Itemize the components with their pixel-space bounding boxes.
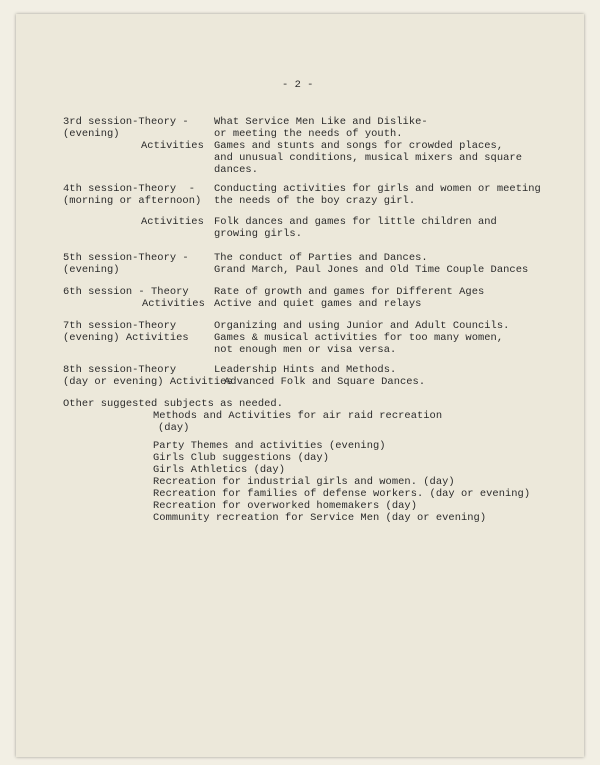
other-item-2: Girls Club suggestions (day) <box>153 452 329 464</box>
other-subjects-heading: Other suggested subjects as needed. <box>63 398 283 410</box>
session-7-time: (evening) Activities <box>63 332 189 344</box>
page-number: - 2 - <box>282 79 314 91</box>
session-4-line-2: the needs of the boy crazy girl. <box>214 195 416 207</box>
session-8-title: 8th session-Theory <box>63 364 177 376</box>
session-7-line-1: Organizing and using Junior and Adult Councils. <box>214 320 510 332</box>
session-3-line-4: and unusual conditions, musical mixers and square <box>214 152 522 164</box>
session-6-title: 6th session - Theory <box>63 286 189 298</box>
session-4-line-3: Folk dances and games for little children and <box>214 216 497 228</box>
session-3-line-3: Games and stunts and songs for crowded places, <box>214 140 504 152</box>
other-first-item: Methods and Activities for air raid recreation <box>153 410 443 422</box>
session-4-activities-label: Activities <box>141 216 204 228</box>
session-3-line-1: What Service Men Like and Dislike- <box>214 116 428 128</box>
session-3-line-5: dances. <box>214 164 258 176</box>
session-4-title: 4th session-Theory - <box>63 183 195 195</box>
session-3-activities-label: Activities <box>141 140 204 152</box>
session-3-title: 3rd session-Theory - <box>63 116 189 128</box>
other-first-item-time: (day) <box>158 422 190 434</box>
session-6-activities-label: Activities <box>142 298 205 310</box>
session-7-title: 7th session-Theory <box>63 320 177 332</box>
other-item-5: Recreation for families of defense workers. (day or evening) <box>153 488 531 500</box>
session-8-time: (day or evening) Activities <box>63 376 233 388</box>
other-item-6: Recreation for overworked homemakers (day) <box>153 500 417 512</box>
other-item-1: Party Themes and activities (evening) <box>153 440 386 452</box>
session-3-time: (evening) <box>63 128 120 140</box>
session-8-line-2: Advanced Folk and Square Dances. <box>224 376 426 388</box>
other-item-4: Recreation for industrial girls and women. (day) <box>153 476 455 488</box>
session-4-time: (morning or afternoon) <box>63 195 202 207</box>
session-4-line-1: Conducting activities for girls and women or meeting <box>214 183 541 195</box>
session-5-time: (evening) <box>63 264 120 276</box>
session-7-line-3: not enough men or visa versa. <box>214 344 397 356</box>
session-4-line-4: growing girls. <box>214 228 302 240</box>
session-6-line-2: Active and quiet games and relays <box>214 298 422 310</box>
session-5-line-1: The conduct of Parties and Dances. <box>214 252 428 264</box>
other-item-3: Girls Athletics (day) <box>153 464 285 476</box>
session-6-line-1: Rate of growth and games for Different Ages <box>214 286 485 298</box>
session-5-title: 5th session-Theory - <box>63 252 189 264</box>
session-7-line-2: Games & musical activities for too many women, <box>214 332 504 344</box>
session-5-line-2: Grand March, Paul Jones and Old Time Couple Dances <box>214 264 529 276</box>
other-item-7: Community recreation for Service Men (day or evening) <box>153 512 487 524</box>
session-8-line-1: Leadership Hints and Methods. <box>214 364 397 376</box>
session-3-line-2: or meeting the needs of youth. <box>214 128 403 140</box>
